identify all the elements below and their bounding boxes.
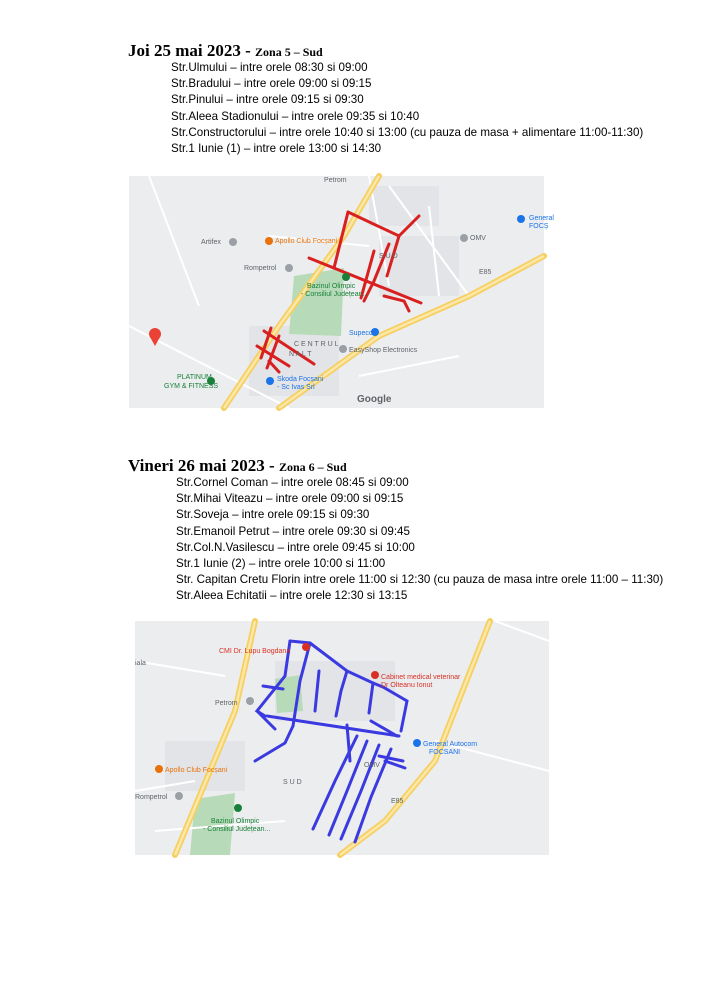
day1-map [129,176,554,408]
map-label: General Autocom [423,741,478,748]
schedule-item: Str.Mihai Viteazu – intre orele 09:00 si 09:15 [176,492,404,506]
schedule-item: Str.Ulmului – intre orele 08:30 si 09:00 [171,61,368,74]
map-label: EasyShop Electronics [349,347,418,354]
day1-title: Joi 25 mai 2023 - [128,41,256,60]
map-label: - Consiliul Județean... [203,826,271,833]
schedule-item: Str. Capitan Cretu Florin intre orele 11:00 si 12:30 (cu pauza de masa intre orele 11:00 – 11:30) [176,573,664,587]
schedule-item: Str.Pinului – intre orele 09:15 si 09:30 [171,93,364,107]
schedule-item: Str.1 Iunie (1) – intre orele 13:00 si 14:30 [171,142,382,156]
map-label: N A L T [289,351,312,358]
schedule-item: Str.Soveja – intre orele 09:15 si 09:30 [176,508,370,522]
map-label: - Consiliul Județean... [301,291,369,298]
schedule-item: Str.1 Iunie (2) – intre orele 10:00 si 11:00 [176,557,386,571]
map-label: Dr Olteanu Ionut [381,682,433,689]
map-label: OMV [364,762,380,769]
road-label: E85 [391,798,404,805]
google-logo: Google [357,394,392,405]
map-label: GYM & FITNESS [164,383,219,390]
apollo-club-icon [155,765,163,773]
road-label: E85 [479,269,492,276]
day1-zone: Zona 5 – Sud [255,45,323,59]
vet-clinic-pin-icon [371,671,379,679]
map-label: Bazinul Olimpic [211,818,260,825]
day2-title: Vineri 26 mai 2023 - [128,456,279,475]
map-label: FOCSANI [429,749,461,756]
map-label: Petrom [215,700,238,707]
map-label: Artifex [201,239,221,246]
day2-map-graphic [135,621,549,855]
schedule-item: Str.Aleea Echitatii – intre orele 12:30 si 13:15 [176,589,408,603]
map-label: Apollo Club Focșani [165,767,228,774]
day2-heading [128,456,347,476]
rompetrol-icon [285,264,293,272]
schedule-item: Str.Aleea Stadionului – intre orele 09:35 si 10:40 [171,109,420,123]
map-label: iala [135,660,146,667]
schedule-item: Str.Col.N.Vasilescu – intre orele 09:45 si 10:00 [176,540,415,554]
day2-schedule-list [176,475,663,605]
day1-schedule-list [171,60,643,157]
map-label: OMV [470,235,486,242]
map-label: S U D [283,779,302,786]
map-label: CMI Dr. Lupu Bogdana [219,648,291,655]
map-label: Petrom [324,177,347,184]
map-label: - Sc Ivas Srl [277,384,315,391]
day2-map [135,621,549,855]
map-label: Supeco [349,330,373,337]
map-label: Rompetrol [244,265,277,272]
map-label: Apollo Club Focșani [275,238,338,245]
schedule-item: Str.Constructorului – intre orele 10:40 si 13:00 (cu pauza de masa + alimentare 11:00-11:30) [171,125,644,139]
map-label: PLATINUM [177,374,212,381]
day1-heading [128,41,323,61]
schedule-item: Str.Bradului – intre orele 09:00 si 09:15 [171,77,372,91]
map-label: Cabinet medical veterinar [381,674,461,681]
map-label: Rompetrol [135,794,168,801]
medical-pin-icon [302,643,310,651]
map-label: Skoda Focșani [277,376,324,383]
day1-map-graphic [129,176,554,408]
schedule-item: Str.Cornel Coman – intre orele 08:45 si 09:00 [176,476,409,489]
map-label: Bazinul Olimpic [307,283,356,290]
map-label: S U D [379,253,398,260]
schedule-item: Str.Emanoil Petrut – intre orele 09:30 si 09:45 [176,524,410,538]
map-label: FOCȘ [529,223,549,230]
day2-zone: Zona 6 – Sud [278,460,347,474]
map-label: General [529,215,554,222]
map-label: C E N T R U L [294,341,339,348]
apollo-club-icon [265,237,273,245]
rompetrol-icon [175,792,183,800]
